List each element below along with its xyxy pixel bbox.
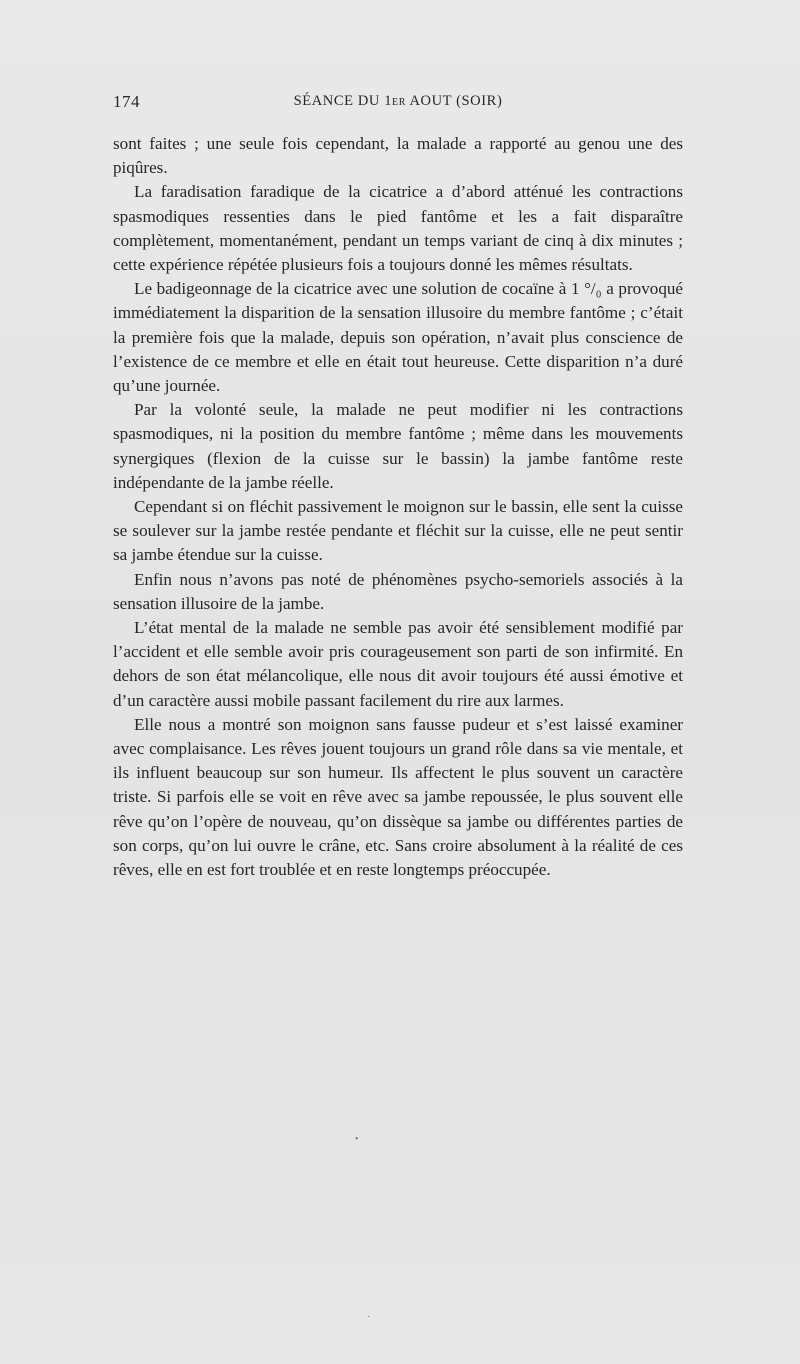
ink-speck: • xyxy=(355,1134,359,1145)
paragraph: Par la volonté seule, la malade ne peut modifier ni les contractions spasmodiques, ni la position du membre fantôme ; même dans les mouvements synergiques (flexion de la cuisse sur le bassin) la jambe fantôme reste indépendante de la jambe réelle. xyxy=(113,400,683,492)
page-number: 174 xyxy=(113,92,140,111)
paragraph: Enfin nous n’avons pas noté de phénomènes psycho-semoriels associés à la sensation illusoire de la jambe. xyxy=(113,569,683,613)
body-text xyxy=(113,132,683,882)
running-title: SÉANCE DU 1er AOUT (SOIR) xyxy=(293,93,503,109)
paragraph: Cependant si on fléchit passivement le moignon sur le bassin, elle sent la cuisse se soulever sur la jambe restée pendante et fléchit sur la cuisse, elle ne peut sentir sa jambe étendue sur la cuisse. xyxy=(113,497,683,565)
paragraph: Elle nous a montré son moignon sans fausse pudeur et s’est laissé examiner avec complaisance. Les rêves jouent toujours un grand rôle dans sa vie mentale, et ils influent beaucoup sur son humeur. Ils affectent le plus souvent un caractère triste. Si parfois elle se voit en rêve avec sa jambe repoussée, le plus souvent elle rêve qu’on l’opère de nouveau, qu’on dissèque sa jambe ou différentes parties de son corps, qu’on lui ouvre le crâne, etc. Sans croire absolument à la réalité de ces rêves, elle en est fort troublée et en reste longtemps préoccupée. xyxy=(113,714,683,880)
paragraph: sont faites ; une seule fois cependant, la malade a rapporté au genou une des piqûres. xyxy=(113,134,683,178)
paragraph: L’état mental de la malade ne semble pas avoir été sensiblement modifié par l’accident et elle semble avoir pris courageusement son parti de son infirmité. En dehors de son état mélancolique, elle nous dit avoir toujours été aussi émotive et d’un caractère aussi mobile passant facilement du rire aux larmes. xyxy=(113,618,683,710)
paragraph: La faradisation faradique de la cicatrice a d’abord atténué les contractions spasmodiques ressenties dans le pied fantôme et les a fait disparaître complètement, momentanément, pendant un temps variant de cinq à dix minutes ; cette expérience répétée plusieurs fois a toujours donné les mêmes résultats. xyxy=(113,182,683,275)
paragraph: Le badigeonnage de la cicatrice avec une solution de cocaïne à 1 °/₀ a provoqué immédiatement la disparition de la sensation illusoire du membre fantôme ; c’était la première fois que la malade, depuis son opération, n’avait plus conscience de l’existence de ce membre et elle en était tout heureuse. Cette disparition n’a duré qu’une journée. xyxy=(113,279,683,396)
running-header xyxy=(113,92,683,116)
ink-speck: · xyxy=(367,1312,371,1323)
